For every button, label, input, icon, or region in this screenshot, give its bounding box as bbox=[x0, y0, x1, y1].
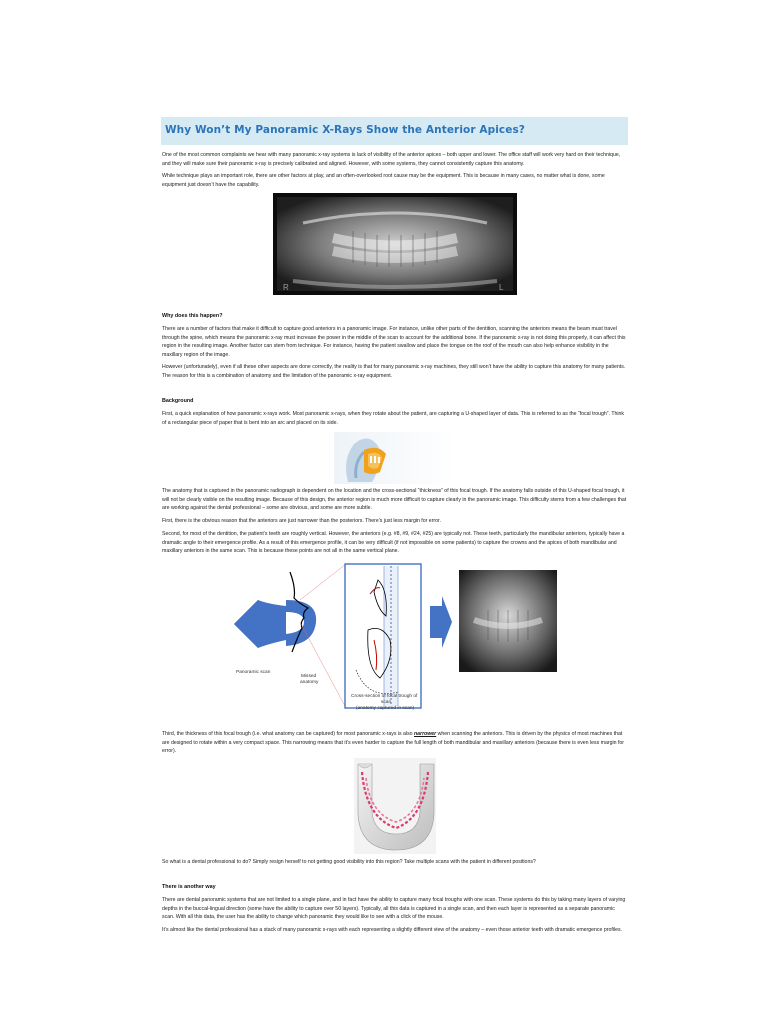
background-paragraph-2: The anatomy that is captured in the panoramic radiograph is dependent on the location and the cross-sectional “thickness” of this focal trough. If the anatomy falls outside of this U-shaped focal trough, it will not be clearly visible on the resulting image. Because of this design, the anterior region is much more difficult to capture clearly in the panoramic image. This difficulty stems from a few challenges that are working against the dental professional – some are obvious, and some are more subtle. bbox=[162, 488, 627, 512]
heading-why: Why does this happen? bbox=[162, 313, 223, 319]
xray-label-l: L bbox=[499, 283, 504, 292]
label-cross-section-1: Cross-section of focal trough of bbox=[351, 694, 418, 699]
another-paragraph-1: There are dental panoramic systems that are not limited to a single plane, and in fact have the ability to capture many focal troughs with one scan. These systems do this by taking many layers of varying depths in the buccal-lingual direction (some have the ability to capture over 50 layers). Typically, all this data is captured in a single scan, and then each layer is represented as a separate panoramic scan. With all this data, the user has the ability to change which panoramic they would like to see with a click of the mouse. bbox=[162, 897, 626, 921]
focal-trough-head-illustration bbox=[334, 432, 456, 484]
background-paragraph-3: First, there is the obvious reason that the anteriors are just narrower than the posteriors. There’s just less margin for error. bbox=[162, 518, 441, 524]
heading-another-way: There is another way bbox=[162, 884, 216, 890]
why-paragraph-1: There are a number of factors that make it difficult to capture good anteriors in a panoramic image. For instance, unlike other parts of the dentition, scanning the anteriors means the beam must travel through the spine, which means the panoramic x-ray must increase the power in the middle of the scan to account for the additional bone. If the panoramic x-ray is not doing this properly, it can affect this region in the resulting image. Another factor can stem from technique. For instance, having the patient swallow and place the tongue on the roof of the mouth can also help enhance visibility in the maxillary region of the image. bbox=[162, 326, 626, 358]
page-title: Why Won’t My Panoramic X-Rays Show the Anterior Apices? bbox=[165, 124, 526, 136]
panoramic-xray-image bbox=[273, 193, 517, 295]
third-text-before: Third, the thickness of this focal trough (i.e. what anatomy can be captured) for most panoramic x-rays is also bbox=[162, 731, 414, 737]
third-paragraph bbox=[162, 730, 628, 756]
another-paragraph-2: It’s almost like the dental professional has a stack of many panoramic x-rays with each representing a slightly different view of the anatomy – even those anterior teeth with dramatic emergence profiles. bbox=[162, 927, 623, 933]
label-cross-section-3: (anatomy captured in scan) bbox=[356, 706, 415, 711]
label-panoramic-scan: Panoramic scan bbox=[236, 670, 271, 675]
u-shaped-focal-trough-illustration bbox=[354, 758, 436, 854]
label-cross-section-2: scan bbox=[381, 700, 392, 705]
label-missed-anatomy-1: Missed bbox=[301, 674, 317, 679]
third-text-after: when scanning the anteriors. This is driven by the physics of most machines that are designed to rotate within a very compact space. This narrowing means that it’s even harder to capture the full length of both mandibular and maxillary anteriors (because there is even less margin for error). bbox=[162, 731, 625, 755]
cross-section-box bbox=[345, 564, 421, 708]
third-emphasis: narrower bbox=[414, 731, 437, 737]
background-paragraph-1: First, a quick explanation of how panoramic x-rays work. Most panoramic x-rays, when they rotate about the patient, are capturing a U-shaped layer of data. This is referred to as the “focal trough”. Think of a rectangular piece of paper that is bent into an arc and placed on its side. bbox=[162, 411, 625, 426]
focal-trough-diagram bbox=[228, 560, 560, 712]
question-paragraph: So what is a dental professional to do? Simply resign herself to not getting good visibility into this region? Take multiple scans with the patient in different positions? bbox=[162, 859, 536, 865]
background-paragraph-4: Second, for most of the dentition, the patient’s teeth are roughly vertical. However, the anteriors (e.g. #8, #9, #24, #25) are typically not. These teeth, particularly the mandibular anteriors, typically have a dramatic angle to their emergence profile. As a result of this emergence profile, it can be very difficult (if not impossible on some patients) to capture the crowns and the apices of both mandibular and maxillary anteriors in the same scan. This is because these points are not all in the same vertical plane. bbox=[162, 531, 625, 555]
panoramic-scan-arrow-icon bbox=[234, 600, 316, 648]
label-missed-anatomy-2: anatomy bbox=[300, 680, 319, 685]
why-paragraph-2: However (unfortunately), even if all these other aspects are done correctly, the reality is that for many panoramic x-ray machines, they still won’t have the ability to capture this anatomy for many patients. The reason for this is a combination of anatomy and the limitation of the panoramic x-ray equipment. bbox=[162, 364, 626, 379]
intro-paragraph-2: While technique plays an important role, there are other factors at play, and an often-overlooked root cause may be the equipment. This is because in many cases, no matter what is done, some equipment just doesn’t have the capability. bbox=[162, 173, 605, 188]
xray-label-r: R bbox=[283, 283, 289, 292]
result-arrow-icon bbox=[430, 596, 452, 648]
intro-paragraph-1: One of the most common complaints we hear with many panoramic x-ray systems is lack of visibility of the anterior apices – both upper and lower. The office staff will work very hard on their technique, and they will make sure their panoramic x-ray is precisely calibrated and aligned. However, with some systems, they cannot consistently capture this anatomy. bbox=[162, 152, 621, 167]
heading-background: Background bbox=[162, 398, 194, 404]
